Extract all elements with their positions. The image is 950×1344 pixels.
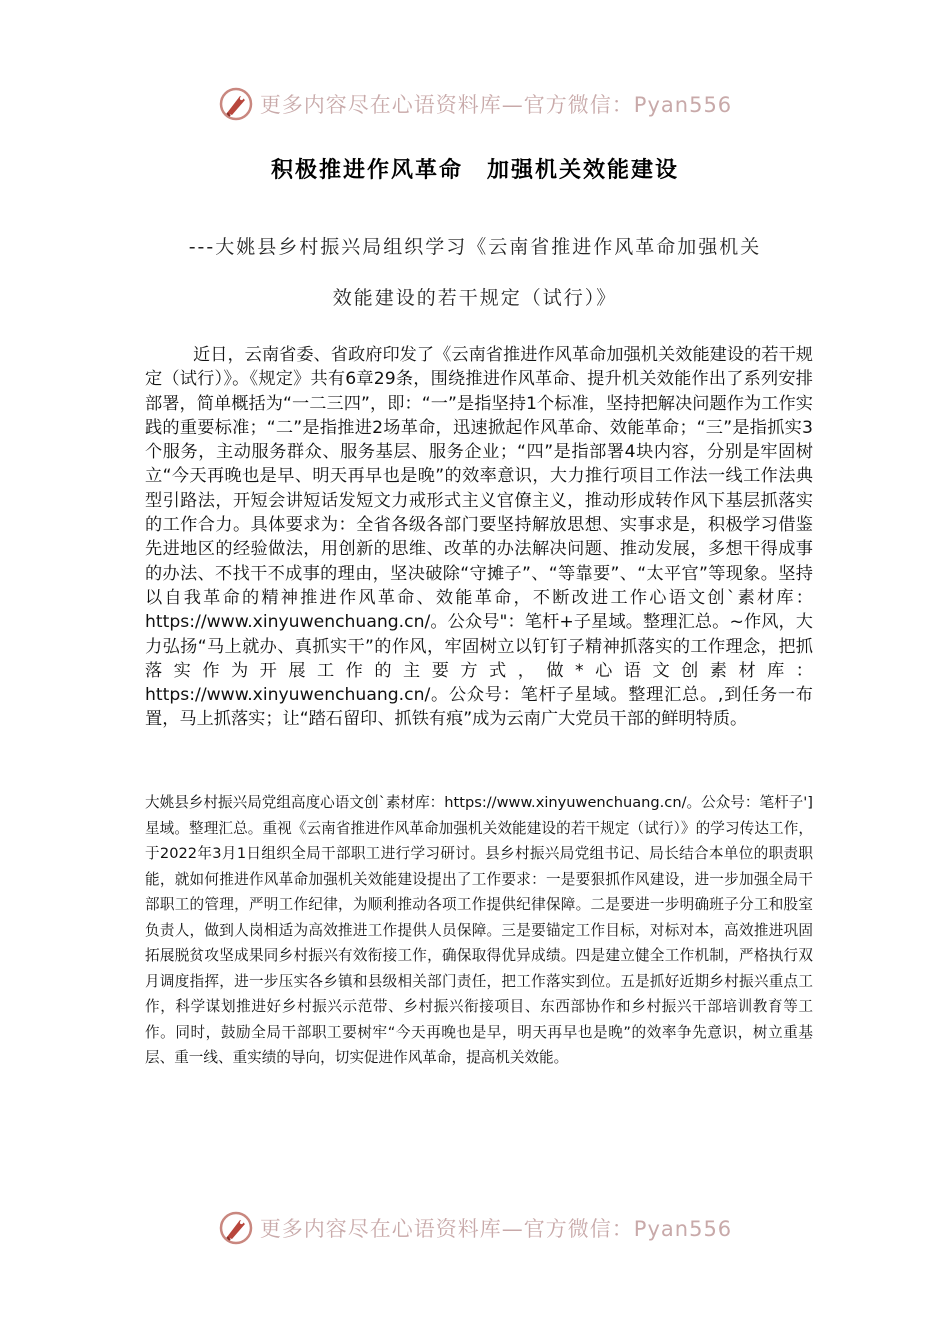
subtitle-line-1: ---大姚县乡村振兴局组织学习《云南省推进作风革命加强机关 xyxy=(188,236,762,258)
pen-nib-icon xyxy=(218,86,254,122)
body-paragraph-2: 大姚县乡村振兴局党组高度心语文创`素材库：https://www.xinyuwenchuang.cn/。公众号：笔杆子']星域。整理汇总。重视《云南省推进作风革命加强机关效能建设的若干规定（试行）》的学习传达工作，于2022年3月1日组织全局干部职工进行学习研讨。县乡村振兴局党组书记、局长结合本单位的职责职能，就如何推进作风革命加强机关效能建设提出了工作要求：一是要狠抓作风建设，进一步加强全局干部职工的管理，严明工作纪律，为顺利推动各项工作提供纪律保障。二是要进一步明确班子分工和股室负责人，做到人岗相适为高效推进工作提供人员保障。三是要锚定工作目标，对标对本，高效推进巩固拓展脱贫攻坚成果同乡村振兴有效衔接工作，确保取得优异成绩。四是建立健全工作机制，严格执行双月调度指挥，进一步压实各乡镇和县级相关部门责任，把工作落实到位。五是抓好近期乡村振兴重点工作，科学谋划推进好乡村振兴示范带、乡村振兴衔接项目、东西部协作和乡村振兴干部培训教育等工作。同时，鼓励全局干部职工要树牢“今天再晚也是早，明天再早也是晚”的效率争先意识，树立重基层、重一线、重实绩的导向，切实促进作风革命，提高机关效能。 xyxy=(145,794,813,1066)
header-banner xyxy=(0,84,950,124)
footer-banner-text: 更多内容尽在心语资料库—官方微信：Pyan556 xyxy=(259,1217,733,1241)
footer-banner xyxy=(0,1208,950,1248)
subtitle-line-2: 效能建设的若干规定（试行）》 xyxy=(332,287,618,309)
body-paragraph-1: 近日，云南省委、省政府印发了《云南省推进作风革命加强机关效能建设的若干规定（试行）》。《规定》共有6章29条，围绕推进作风革命、提升机关效能作出了系列安排部署，简单概括为“一二三四”，即：“一”是指坚持1个标准，坚持把解决问题作为工作实践的重要标准；“二”是指推进2场革命，迅速掀起作风革命、效能革命；“三”是指抓实3个服务，主动服务群众、服务基层、服务企业；“四”是指部署4块内容，分别是牢固树立“今天再晚也是早、明天再早也是晚”的效率意识，大力推行项目工作法一线工作法典型引路法，开短会讲短话发短文力戒形式主义官僚主义，推动形成转作风下基层抓落实的工作合力。具体要求为：全省各级各部门要坚持解放思想、实事求是，积极学习借鉴先进地区的经验做法，用创新的思维、改革的办法解决问题、推动发展，多想干得成事的办法、不找干不成事的理由，坚决破除“守摊子”、“等靠要”、“太平官”等现象。坚持以自我革命的精神推进作风革命、效能革命，不断改进工作心语文创`素材库：https://www.xinyuwenchuang.cn/。公众号"：笔杆+子星域。整理汇总。~作风，大力弘扬“马上就办、真抓实干”的作风，牢固树立以钉钉子精神抓落实的工作理念，把抓落实作为开展工作的主要方式，做*心语文创素材库：https://www.xinyuwenchuang.cn/。公众号：笔杆子星域。整理汇总。,到任务一布置，马上抓落实；让“踏石留印、抓铁有痕”成为云南广大党员干部的鲜明特质。 xyxy=(145,345,813,730)
page-title: 积极推进作风革命 加强机关效能建设 xyxy=(270,158,679,183)
header-banner-text: 更多内容尽在心语资料库—官方微信：Pyan556 xyxy=(259,93,733,117)
pen-nib-icon xyxy=(218,1210,254,1246)
